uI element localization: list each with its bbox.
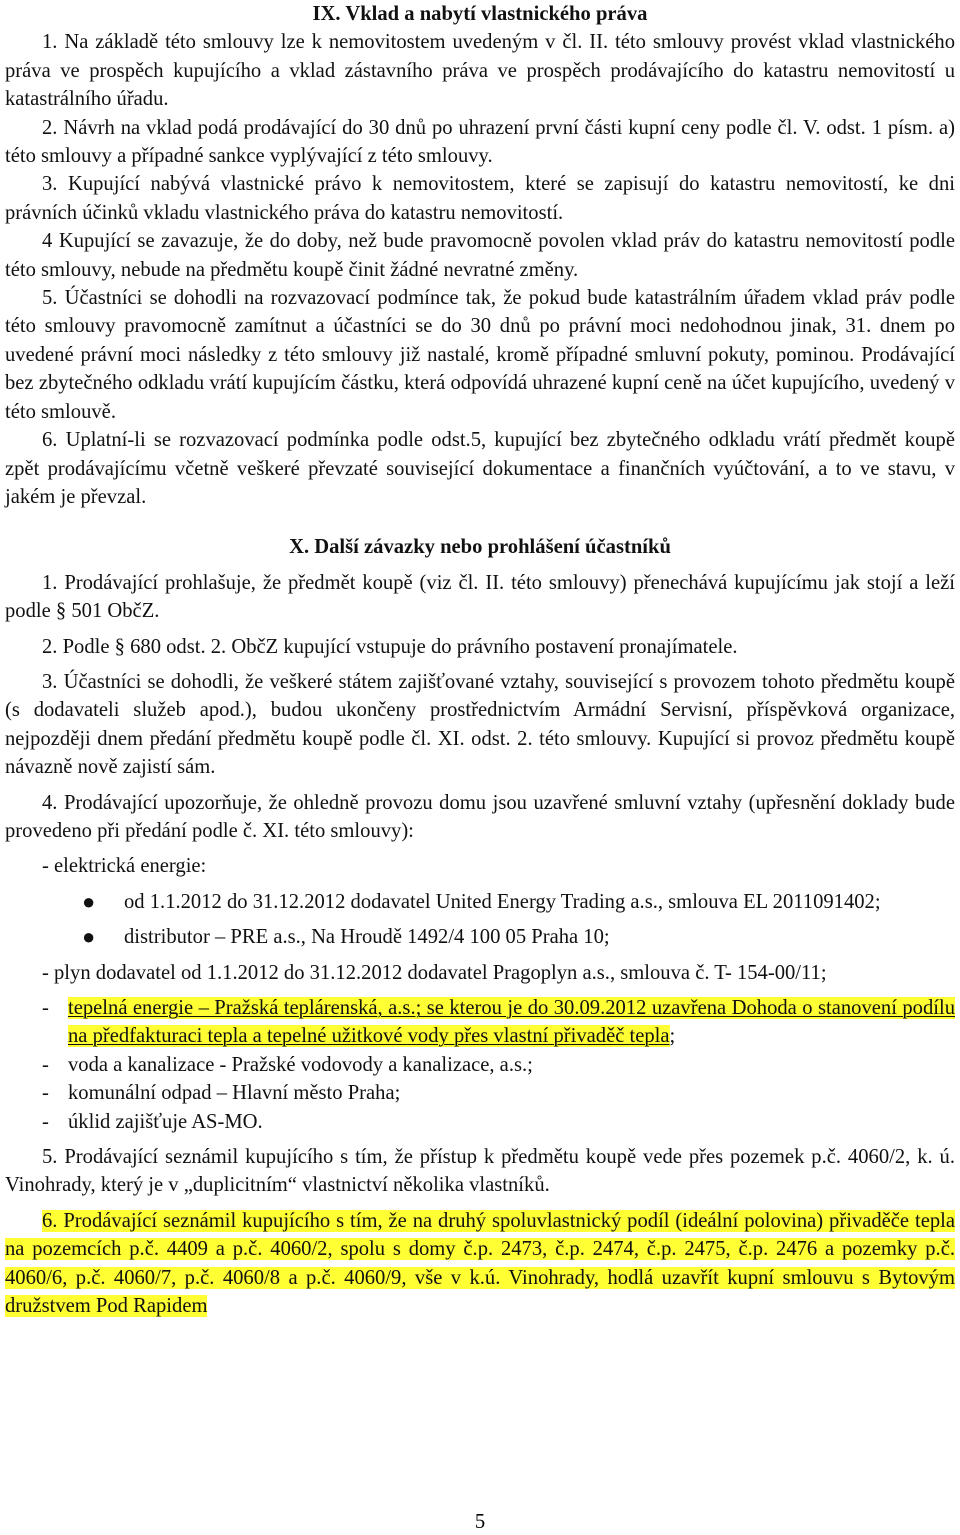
highlighted-heat-text: tepelná energie – Pražská teplárenská, a.s.; se kterou je do 30.09.2012 uzavřena Dohoda o stanovení podílu na předfakturaci tepla a tepelné užitkové vody přes vlastní přivaděč tepla bbox=[68, 997, 955, 1048]
electric-energy-label: - elektrická energie: bbox=[42, 855, 207, 878]
waste-supplier-text: komunální odpad – Hlavní město Praha; bbox=[68, 1082, 401, 1105]
list-item bbox=[5, 1079, 955, 1107]
paragraph-ix-2: 2. Návrh na vklad podá prodávající do 30 dnů po uhrazení první části kupní ceny podle čl. V. odst. 1 písm. a) této smlouvy a případné sankce vyplývající z této smlouvy. bbox=[5, 116, 955, 168]
section-heading-x-text: X. Další závazky nebo prohlášení účastníků bbox=[289, 536, 671, 559]
electric-supplier-text: od 1.1.2012 do 31.12.2012 dodavatel United Energy Trading a.s., smlouva EL 2011091402; bbox=[124, 890, 881, 913]
paragraph-x-5: 5. Prodávající seznámil kupujícího s tím, že přístup k předmětu koupě vede přes pozemek p.č. 4060/2, k. ú. Vinohrady, který je v „duplicitním“ vlastnictví několika vlastníků. bbox=[5, 1146, 955, 1197]
list-item bbox=[5, 888, 955, 916]
gas-supplier-text: - plyn dodavatel od 1.1.2012 do 31.12.2012 dodavatel Pragoplyn a.s., smlouva č. T- 154-00/11; bbox=[42, 961, 827, 984]
list-item bbox=[5, 994, 955, 1051]
bullet-icon: ● bbox=[82, 924, 96, 950]
dash-marker: - bbox=[42, 1082, 49, 1105]
water-supplier-text: voda a kanalizace - Pražské vodovody a kanalizace, a.s.; bbox=[68, 1053, 533, 1076]
heat-supplier-text bbox=[68, 994, 955, 1051]
list-item bbox=[5, 923, 955, 951]
section-heading-x bbox=[5, 533, 955, 561]
heat-end: ; bbox=[669, 1025, 676, 1048]
list-item bbox=[5, 1108, 955, 1136]
list-item bbox=[5, 1051, 955, 1079]
dash-marker: - bbox=[42, 997, 49, 1019]
dash-marker: - bbox=[42, 1110, 49, 1133]
highlighted-paragraph-x-6: 6. Prodávající seznámil kupujícího s tím, že na druhý spoluvlastnický podíl (ideální polovina) přivaděče tepla na pozemcích p.č. 4409 a p.č. 4060/2, spolu s domy č.p. 2473, č.p. 2474, č.p. 2475, č.p. 2476 a pozemky p.č. 4060/6, p.č. 4060/7, p.č. 4060/8 a p.č. 4060/9, vše v k.ú. Vinohrady, hodlá uzavřít kupní smlouvu s Bytovým družstvem Pod Rapidem bbox=[5, 1209, 955, 1318]
paragraph-x-2: 2. Podle § 680 odst. 2. ObčZ kupující vstupuje do právního postavení pronajímatele. bbox=[42, 635, 738, 658]
paragraph-ix-6: 6. Uplatní-li se rozvazovací podmínka podle odst.5, kupující bez zbytečného odkladu vrátí předmět koupě zpět prodávajícímu včetně veškeré převzaté související dokumentace a finančních vyúčtování, a to ve stavu, v jakém je převzal. bbox=[5, 429, 955, 508]
paragraph-ix-1: 1. Na základě této smlouvy lze k nemovitostem uvedeným v čl. II. této smlouvy provést vklad vlastnického práva ve prospěch kupujícího a vklad zástavního práva ve prospěch prodávajícího do katastru nemovitostí u katastrálního úřadu. bbox=[5, 31, 955, 111]
bullet-icon: ● bbox=[82, 888, 96, 914]
paragraph-x-1: 1. Prodávající prohlašuje, že předmět koupě (viz čl. II. této smlouvy) přenechává kupujícímu jak stojí a leží podle § 501 ObčZ. bbox=[5, 571, 955, 623]
paragraph-ix-4: 4 Kupující se zavazuje, že do doby, než bude pravomocně povolen vklad práv do katastru nemovitostí podle této smlouvy, nebude na předmětu koupě činit žádné nevratné změny. bbox=[5, 230, 955, 281]
document-page bbox=[5, 0, 955, 1320]
paragraph-x-3: 3. Účastníci se dohodli, že veškeré státem zajišťované vztahy, související s provozem tohoto předmětu koupě (s dodavateli služeb apod.), budou ukončeny prostřednictvím Armádní Servisní, příspěvková organizace, nejpozději dnem předání předmětu koupě podle čl. XI. odst. 2. této smlouvy. Kupující si provoz předmětu koupě návazně nově zajistí sám. bbox=[5, 670, 955, 779]
section-heading-ix: IX. Vklad a nabytí vlastnického práva bbox=[312, 3, 648, 25]
paragraph-x-6 bbox=[5, 1207, 955, 1321]
cleaning-supplier-text: úklid zajišťuje AS-MO. bbox=[68, 1110, 263, 1133]
electric-distributor-text: distributor – PRE a.s., Na Hroudě 1492/4 100 05 Praha 10; bbox=[124, 926, 610, 949]
paragraph-x-4: 4. Prodávající upozorňuje, že ohledně provozu domu jsou uzavřené smluvní vztahy (upřesnění doklady bude provedeno při předání podle č. XI. této smlouvy): bbox=[5, 791, 955, 842]
paragraph-ix-3: 3. Kupující nabývá vlastnické právo k nemovitostem, které se zapisují do katastru nemovitostí, ke dni právních účinků vkladu vlastnického práva do katastru nemovitostí. bbox=[5, 173, 955, 224]
page-number: 5 bbox=[474, 1511, 486, 1533]
paragraph-ix-5: 5. Účastníci se dohodli na rozvazovací podmínce tak, že pokud bude katastrálním úřadem vklad práv podle této smlouvy pravomocně zamítnut a účastníci se do 30 dnů po právní moci nedohodnou jinak, 31. dnem po uvedené právní moci následky z této smlouvy již nastalé, kromě případné smluvní pokuty, pominou. Prodávající bez zbytečného odkladu vrátí kupujícím částku, která odpovídá uhrazené kupní ceně na účet kupujícího, uvedený v této smlouvě. bbox=[5, 287, 955, 423]
dash-marker: - bbox=[42, 1053, 49, 1076]
